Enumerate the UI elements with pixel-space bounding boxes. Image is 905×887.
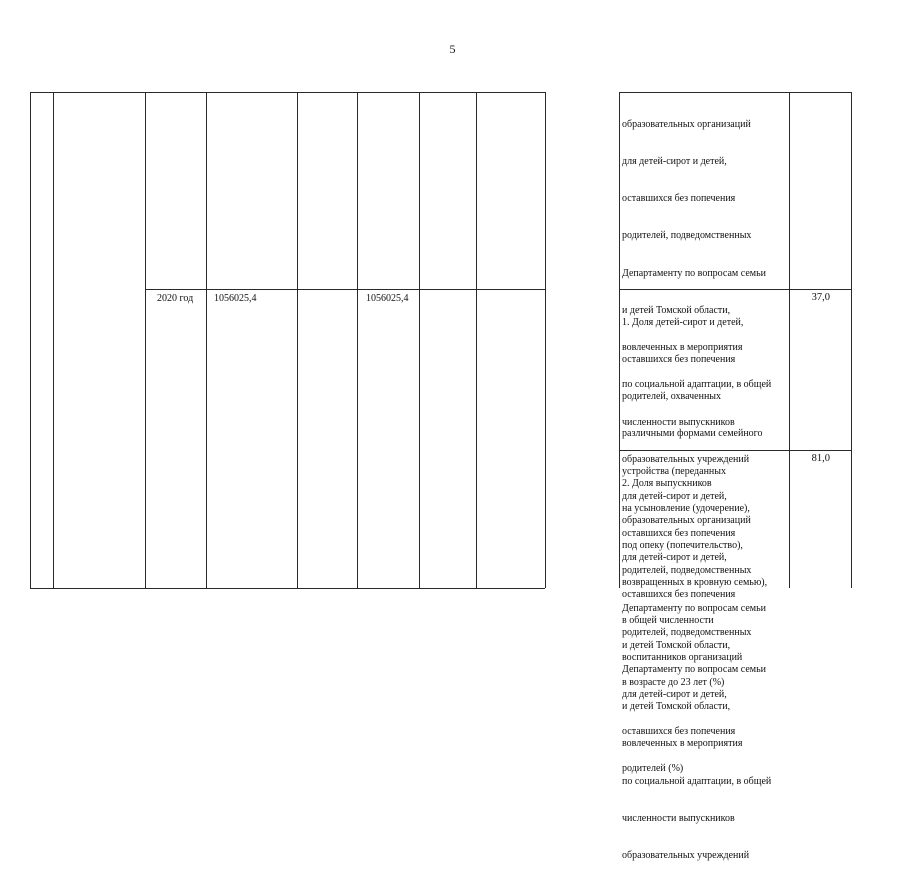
indicator-table-col-line: [619, 92, 620, 588]
indicator-line: образовательных учреждений: [622, 850, 750, 861]
indicator-line: родителей (%): [622, 763, 684, 775]
indicator-line: Департаменту по вопросам семьи: [622, 267, 766, 279]
left-table-col-line: [206, 92, 207, 588]
indicator-line: для детей-сирот и детей,: [622, 552, 727, 564]
left-table-bottom-border: [30, 588, 545, 589]
left-table-row-divider: [145, 289, 545, 290]
indicator-table-col-line: [851, 92, 852, 588]
indicator-line: в общей численности: [622, 614, 714, 626]
indicator-line: на усыновление (удочерение),: [622, 502, 750, 514]
indicator-line: устройства (переданных: [622, 465, 726, 477]
indicator-line: воспитанников организаций: [622, 651, 743, 663]
indicator-line: родителей, подведомственных: [622, 626, 752, 638]
indicator-line: оставшихся без попечения: [622, 528, 736, 540]
indicator-line: численности выпускников: [622, 416, 735, 428]
indicator-line: оставшихся без попечения: [622, 354, 736, 366]
indicator-line: и детей Томской области,: [622, 701, 731, 713]
indicator-line: для детей-сирот и детей,: [622, 689, 727, 700]
indicator-line: родителей, охваченных: [622, 391, 722, 403]
indicator-line: родителей, подведомственных: [622, 230, 752, 242]
left-table-col-line: [419, 92, 420, 588]
indicator-line: Департаменту по вопросам семьи: [622, 602, 766, 614]
left-table-col-line: [297, 92, 298, 588]
page-number: 5: [449, 42, 456, 56]
indicator-line: возвращенных в кровную семью),: [622, 577, 768, 589]
left-table-col-line: [30, 92, 31, 588]
left-table-top-border: [30, 92, 545, 93]
left-table-col-line: [53, 92, 54, 588]
indicator-line: вовлеченных в мероприятия: [622, 738, 743, 750]
indicator-line: оставшихся без попечения: [622, 726, 736, 738]
indicator-line: образовательных учреждений: [622, 453, 750, 465]
indicator-line: 1. Доля детей-сирот и детей,: [622, 316, 744, 328]
indicator-line: вовлеченных в мероприятия: [622, 342, 743, 354]
indicator-line: различными формами семейного: [622, 428, 763, 440]
indicator-line: по социальной адаптации, в общей: [622, 379, 772, 391]
indicator-line: образовательных организаций: [622, 515, 751, 527]
indicator-2-text: [622, 453, 790, 887]
indicator-table-top-border: [619, 92, 851, 93]
left-table-col-line: [357, 92, 358, 588]
indicator-line: Департаменту по вопросам семьи: [622, 663, 766, 675]
indicator-line: и детей Томской области,: [622, 304, 731, 316]
left-table-col-line: [145, 92, 146, 588]
indicator-1-value: 37,0: [811, 292, 830, 303]
indicator-line: для детей-сирот и детей,: [622, 491, 727, 502]
indicator-2-value: 81,0: [811, 453, 830, 464]
indicator-line: под опеку (попечительство),: [622, 540, 743, 552]
indicator-line: образовательных организаций: [622, 118, 751, 130]
indicator-line: для детей-сирот и детей,: [622, 156, 727, 168]
indicator-line: родителей, подведомственных: [622, 565, 752, 577]
left-table-col-line: [545, 92, 546, 588]
indicator-line: по социальной адаптации, в общей: [622, 775, 772, 787]
indicator-line: оставшихся без попечения: [622, 193, 736, 205]
indicator-line: оставшихся без попечения: [622, 589, 736, 601]
total-cell: 1056025,4: [214, 293, 257, 304]
indicator-line: в возрасте до 23 лет (%): [622, 677, 725, 689]
left-table-col-line: [476, 92, 477, 588]
year-cell: 2020 год: [157, 293, 194, 304]
indicator-line: и детей Томской области,: [622, 639, 731, 651]
indicator-line: 2. Доля выпускников: [622, 477, 712, 489]
indicator-line: численности выпускников: [622, 812, 735, 824]
regional-budget-cell: 1056025,4: [366, 293, 409, 304]
